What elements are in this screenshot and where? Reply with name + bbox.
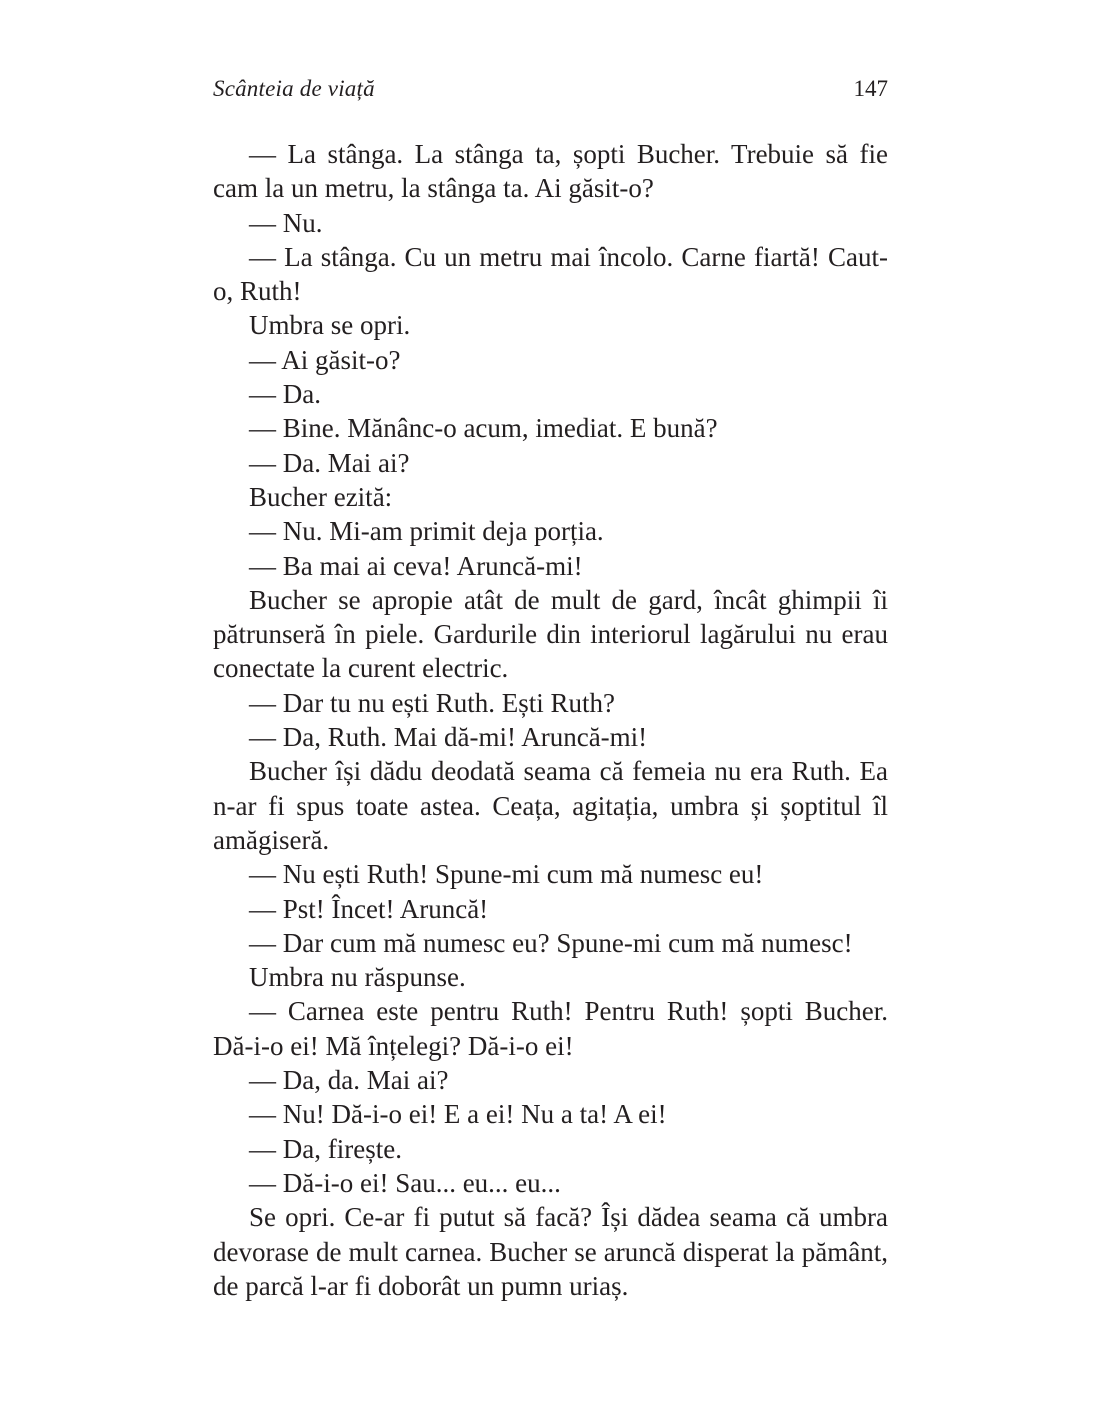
paragraph: Bucher ezită: [249, 481, 393, 512]
paragraph: — Da. Mai ai? [249, 447, 410, 478]
paragraph: Umbra nu răspunse. [249, 962, 466, 993]
page-number: 147 [853, 76, 888, 101]
paragraph: Bucher se apropie atât de mult de gard, încât ghimpii îi pătrunseră în piele. Gardurile din interiorul lagărului nu erau conectate la curent electric. [213, 584, 888, 684]
page-header [213, 73, 888, 105]
paragraph: — Bine. Mănânc-o acum, imediat. E bună? [249, 413, 718, 444]
paragraph: — Da, Ruth. Mai dă-mi! Aruncă-mi! [249, 722, 648, 753]
paragraph: — Nu ești Ruth! Spune-mi cum mă numesc eu! [249, 859, 764, 890]
paragraph: — Ba mai ai ceva! Aruncă-mi! [249, 550, 583, 581]
paragraph: — La stânga. La stânga ta, șopti Bucher. Trebuie să fie cam la un metru, la stânga ta. Ai găsit-o? [213, 139, 888, 204]
paragraph: Umbra se opri. [249, 310, 411, 341]
paragraph: — Nu. [249, 207, 323, 238]
paragraph: Bucher își dădu deodată seama că femeia nu era Ruth. Ea n-ar fi spus toate astea. Ceața, agitația, umbra și șoptitul îl amăgiseră. [213, 756, 888, 855]
paragraph: — La stânga. Cu un metru mai încolo. Carne fiartă! Caut-o, Ruth! [213, 241, 888, 307]
body-text [213, 137, 888, 1303]
paragraph: — Da. [249, 379, 321, 410]
paragraph: — Nu! Dă-i-o ei! E a ei! Nu a ta! A ei! [249, 1099, 667, 1130]
running-title: Scânteia de viață [213, 76, 375, 101]
paragraph: — Ai găsit-o? [249, 344, 401, 375]
paragraph: — Carnea este pentru Ruth! Pentru Ruth! șopti Bucher. Dă-i-o ei! Mă înțelegi? Dă-i-o ei! [213, 996, 888, 1061]
paragraph: — Pst! Încet! Aruncă! [249, 893, 489, 924]
paragraph: — Da, firește. [249, 1133, 402, 1164]
paragraph: — Dă-i-o ei! Sau... eu... eu... [249, 1167, 561, 1198]
paragraph: — Dar cum mă numesc eu? Spune-mi cum mă numesc! [249, 927, 853, 958]
paragraph: — Da, da. Mai ai? [249, 1065, 449, 1096]
paragraph: — Dar tu nu ești Ruth. Ești Ruth? [249, 687, 615, 718]
paragraph: — Nu. Mi-am primit deja porția. [249, 516, 604, 547]
paragraph: Se opri. Ce-ar fi putut să facă? Își dădea seama că umbra devorase de mult carnea. Bucher se aruncă disperat la pământ, de parcă l-ar fi doborât un pumn uriaș. [213, 1202, 888, 1301]
